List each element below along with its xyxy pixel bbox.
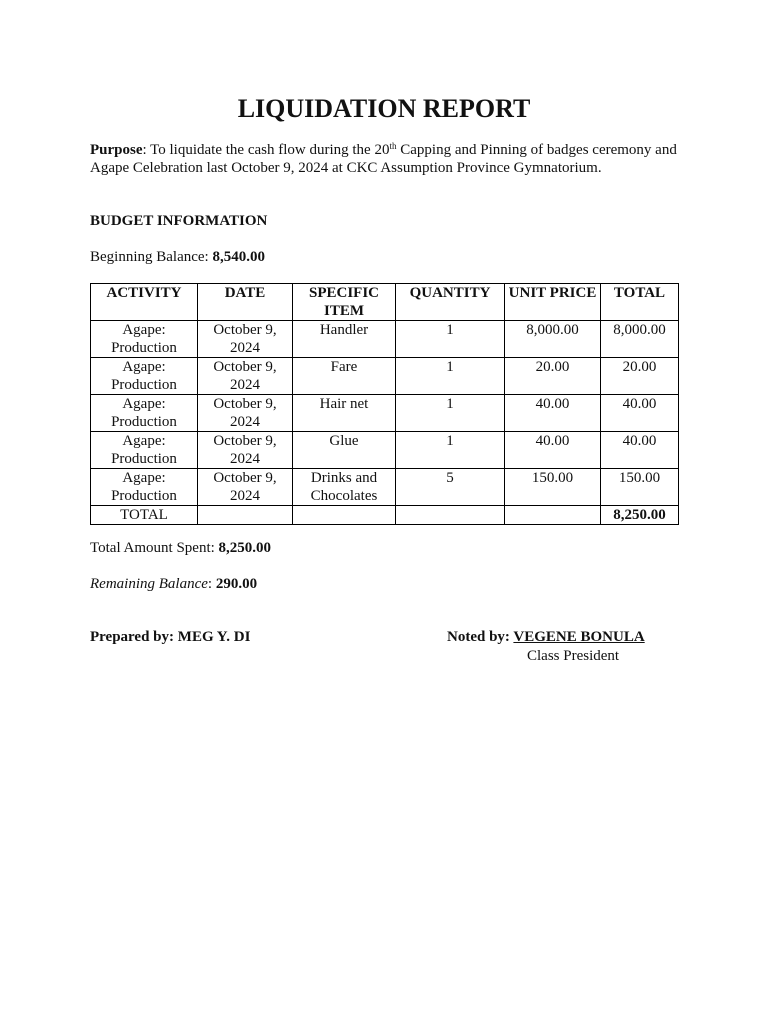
cell-date: October 9, 2024 bbox=[198, 321, 293, 358]
budget-information-heading: BUDGET INFORMATION bbox=[90, 213, 268, 229]
cell-quantity: 1 bbox=[396, 432, 505, 469]
cell-date: October 9, 2024 bbox=[198, 469, 293, 506]
purpose-text-start: : To liquidate the cash flow during the 20 bbox=[142, 142, 390, 158]
cell-unit-price: 40.00 bbox=[505, 395, 601, 432]
cell-activity: Agape: Production bbox=[91, 432, 198, 469]
cell-activity: Agape: Production bbox=[91, 469, 198, 506]
remaining-balance-separator: : bbox=[207, 576, 216, 592]
cell-activity: Agape: Production bbox=[91, 358, 198, 395]
empty-cell bbox=[396, 506, 505, 525]
cell-total: 8,000.00 bbox=[601, 321, 679, 358]
prepared-by bbox=[90, 628, 250, 646]
empty-cell bbox=[505, 506, 601, 525]
cell-total: 40.00 bbox=[601, 395, 679, 432]
cell-total: 40.00 bbox=[601, 432, 679, 469]
table-row bbox=[91, 358, 679, 395]
budget-table bbox=[90, 283, 679, 525]
report-title: LIQUIDATION REPORT bbox=[237, 94, 531, 123]
purpose-text-end: Capping and Pinning of badges ceremony and Agape Celebration last October 9, 2024 at CKC Assumption Province Gymnatorium. bbox=[90, 142, 677, 176]
cell-quantity: 1 bbox=[396, 321, 505, 358]
cell-unit-price: 8,000.00 bbox=[505, 321, 601, 358]
remaining-balance bbox=[90, 575, 257, 593]
cell-quantity: 1 bbox=[396, 395, 505, 432]
column-header-quantity: QUANTITY bbox=[396, 284, 505, 321]
total-row-value: 8,250.00 bbox=[601, 506, 679, 525]
cell-specific-item: Fare bbox=[293, 358, 396, 395]
column-header-unit-price: UNIT PRICE bbox=[505, 284, 601, 321]
table-row bbox=[91, 321, 679, 358]
cell-quantity: 1 bbox=[396, 358, 505, 395]
total-amount-spent bbox=[90, 539, 271, 557]
column-header-specific-item: SPECIFIC ITEM bbox=[293, 284, 396, 321]
empty-cell bbox=[198, 506, 293, 525]
column-header-date: DATE bbox=[198, 284, 293, 321]
total-spent-label: Total Amount Spent: bbox=[90, 540, 219, 556]
beginning-balance bbox=[90, 248, 265, 266]
column-header-activity: ACTIVITY bbox=[91, 284, 198, 321]
purpose-paragraph bbox=[90, 141, 678, 177]
cell-unit-price: 40.00 bbox=[505, 432, 601, 469]
remaining-balance-label: Remaining Balance bbox=[90, 576, 208, 592]
noted-by-position: Class President bbox=[527, 648, 620, 664]
cell-date: October 9, 2024 bbox=[198, 432, 293, 469]
table-total-row bbox=[91, 506, 679, 525]
cell-activity: Agape: Production bbox=[91, 395, 198, 432]
table-header-row bbox=[91, 284, 679, 321]
total-row-label: TOTAL bbox=[91, 506, 198, 525]
total-spent-value: 8,250.00 bbox=[218, 540, 272, 556]
table-row bbox=[91, 395, 679, 432]
cell-quantity: 5 bbox=[396, 469, 505, 506]
table-row bbox=[91, 469, 679, 506]
cell-specific-item: Handler bbox=[293, 321, 396, 358]
cell-specific-item: Glue bbox=[293, 432, 396, 469]
cell-activity: Agape: Production bbox=[91, 321, 198, 358]
empty-cell bbox=[293, 506, 396, 525]
prepared-by-name: MEG Y. DI bbox=[177, 629, 251, 645]
column-header-total: TOTAL bbox=[601, 284, 679, 321]
cell-specific-item: Drinks and Chocolates bbox=[293, 469, 396, 506]
cell-date: October 9, 2024 bbox=[198, 358, 293, 395]
cell-unit-price: 20.00 bbox=[505, 358, 601, 395]
cell-total: 150.00 bbox=[601, 469, 679, 506]
noted-by-name: VEGENE BONULA bbox=[513, 629, 645, 645]
cell-unit-price: 150.00 bbox=[505, 469, 601, 506]
ordinal-superscript: th bbox=[389, 141, 397, 151]
remaining-balance-value: 290.00 bbox=[215, 576, 258, 592]
purpose-label: Purpose bbox=[90, 142, 143, 158]
prepared-by-label: Prepared by: bbox=[90, 629, 178, 645]
cell-total: 20.00 bbox=[601, 358, 679, 395]
noted-by-label: Noted by: bbox=[447, 629, 514, 645]
beginning-balance-label: Beginning Balance: bbox=[90, 249, 213, 265]
noted-by bbox=[447, 628, 645, 646]
cell-date: October 9, 2024 bbox=[198, 395, 293, 432]
beginning-balance-value: 8,540.00 bbox=[212, 249, 265, 265]
table-row bbox=[91, 432, 679, 469]
cell-specific-item: Hair net bbox=[293, 395, 396, 432]
